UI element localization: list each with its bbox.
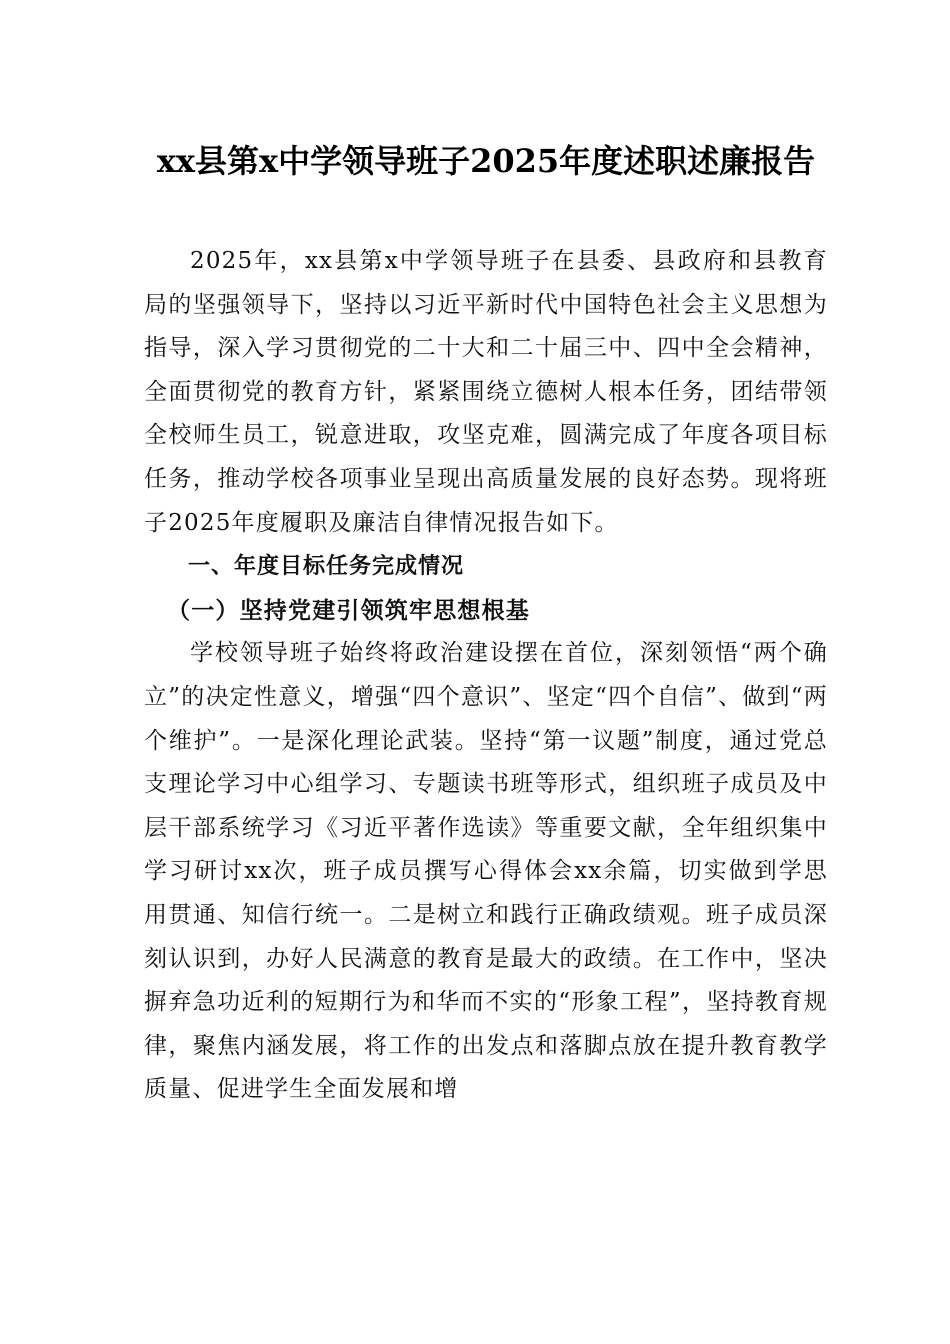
section-heading: 一、年度目标任务完成情况 <box>188 554 465 580</box>
document-body <box>144 240 828 1112</box>
subsection-heading: （一）坚持党建引领筑牢思想根基 <box>167 596 530 624</box>
subsection-paragraph: 学校领导班子始终将政治建设摆在首位，深刻领悟“两个确立”的决定性意义，增强“四个意识”、坚定“四个自信”、做到“两个维护”。一是深化理论武装。坚持“第一议题”制度，通过党总支理论学习中心组学习、专题读书班等形式，组织班子成员及中层干部系统学习《习近平著作选读》等重要文献，全年组织集中学习研讨xx次，班子成员撰写心得体会xx余篇，切实做到学思用贯通、知信行统一。二是树立和践行正确政绩观。班子成员深刻认识到，办好人民满意的教育是最大的政绩。在工作中，坚决摒弃急功近利的短期行为和华而不实的“形象工程”，坚持教育规律，聚焦内涵发展，将工作的出发点和落脚点放在提升教育教学质量、促进学生全面发展和增 <box>144 640 828 1103</box>
document-title: xx县第x中学领导班子2025年度述职述廉报告 <box>156 142 816 180</box>
intro-paragraph: 2025年，xx县第x中学领导班子在县委、县政府和县教育局的坚强领导下，坚持以习近平新时代中国特色社会主义思想为指导，深入学习贯彻党的二十大和二十届三中、四中全会精神，全面贯彻党的教育方针，紧紧围绕立德树人根本任务，团结带领全校师生员工，锐意进取，攻坚克难，圆满完成了年度各项目标任务，推动学校各项事业呈现出高质量发展的良好态势。现将班子2025年度履职及廉洁自律情况报告如下。 <box>144 248 828 536</box>
